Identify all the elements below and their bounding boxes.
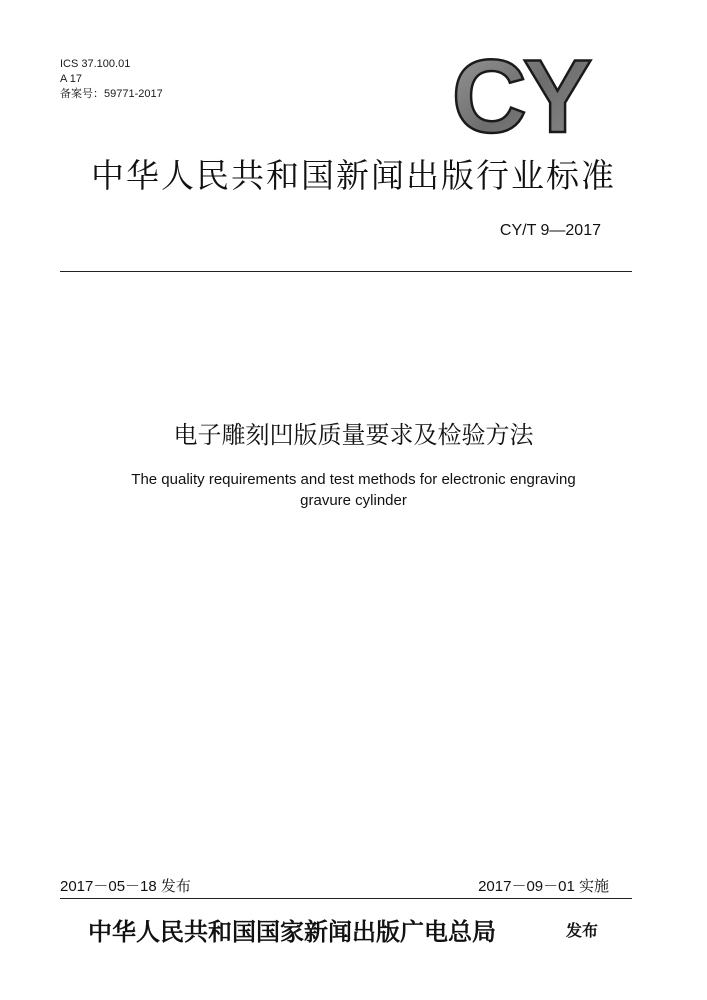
publish-label: 发布: [566, 921, 599, 940]
cy-logo-text: CY: [451, 48, 589, 140]
filing-number: 备案号：59771-2017: [60, 88, 163, 100]
standard-code: CY/T 9—2017: [499, 222, 601, 239]
publisher-name: 中华人民共和国国家新闻出版广电总局: [88, 917, 496, 946]
ics-code: ICS 37.100.01: [60, 58, 131, 70]
document-title-english-line-1: The quality requirements and test methods for electronic engraving: [131, 471, 576, 488]
standard-title: 中华人民共和国新闻出版行业标准: [91, 156, 616, 195]
classification-block: [60, 57, 163, 102]
document-title-english-line-2: gravure cylinder: [300, 492, 407, 509]
issue-date: 2017－05－18 发布: [60, 878, 191, 895]
classification-code: A 17: [60, 73, 83, 85]
footer-divider: [60, 898, 632, 899]
header-divider: [60, 271, 632, 272]
cy-logo: [440, 48, 600, 140]
document-title-chinese: 电子雕刻凹版质量要求及检验方法: [173, 421, 534, 449]
implementation-date: 2017－09－01 实施: [478, 878, 609, 895]
document-title-english: [0, 469, 707, 511]
